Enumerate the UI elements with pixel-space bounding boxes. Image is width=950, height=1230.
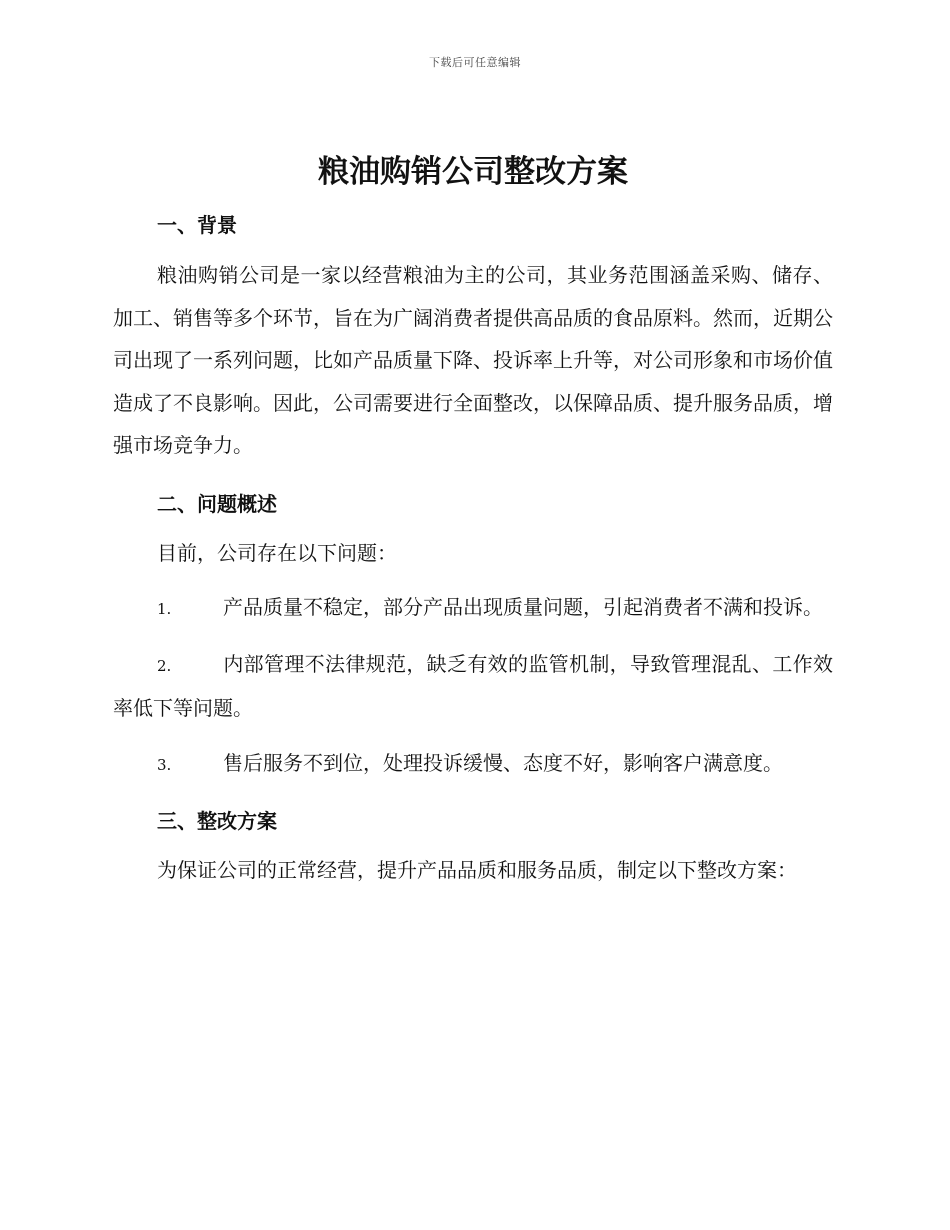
background-paragraph: 粮油购销公司是一家以经营粮油为主的公司，其业务范围涵盖采购、储存、加工、销售等多个环节，旨在为广阔消费者提供高品质的食品原料。然而，近期公司出现了一系列问题，比如产品质量下降、投诉率上升等，对公司形象和市场价值造成了不良影响。因此，公司需要进行全面整改，以保障品质、提升服务品质，增强市场竞争力。 [113, 263, 833, 457]
list-number: 1. [157, 600, 172, 618]
plan-paragraph: 为保证公司的正常经营，提升产品品质和服务品质，制定以下整改方案： [157, 858, 797, 882]
list-text: 售后服务不到位，处理投诉缓慢、态度不好，影响客户满意度。 [223, 750, 783, 775]
list-number: 2. [157, 656, 172, 675]
list-number: 3. [157, 755, 172, 774]
section-heading-background: 一、背景 [157, 213, 237, 237]
problems-intro: 目前，公司存在以下问题： [157, 540, 397, 565]
section-heading-plan: 三、整改方案 [157, 809, 277, 833]
document-body [113, 150, 833, 892]
list-item [113, 643, 833, 730]
section-heading-problems: 二、问题概述 [157, 491, 277, 516]
list-text: 内部管理不法律规范，缺乏有效的监管机制，导致管理混乱、工作效率低下等问题。 [113, 651, 833, 720]
list-item [113, 742, 833, 787]
document-title: 粮油购销公司整改方案 [318, 154, 628, 190]
list-text: 产品质量不稳定，部分产品出现质量问题，引起消费者不满和投诉。 [223, 595, 823, 619]
list-item [113, 586, 833, 631]
header-note: 下载后可任意编辑 [429, 56, 521, 69]
